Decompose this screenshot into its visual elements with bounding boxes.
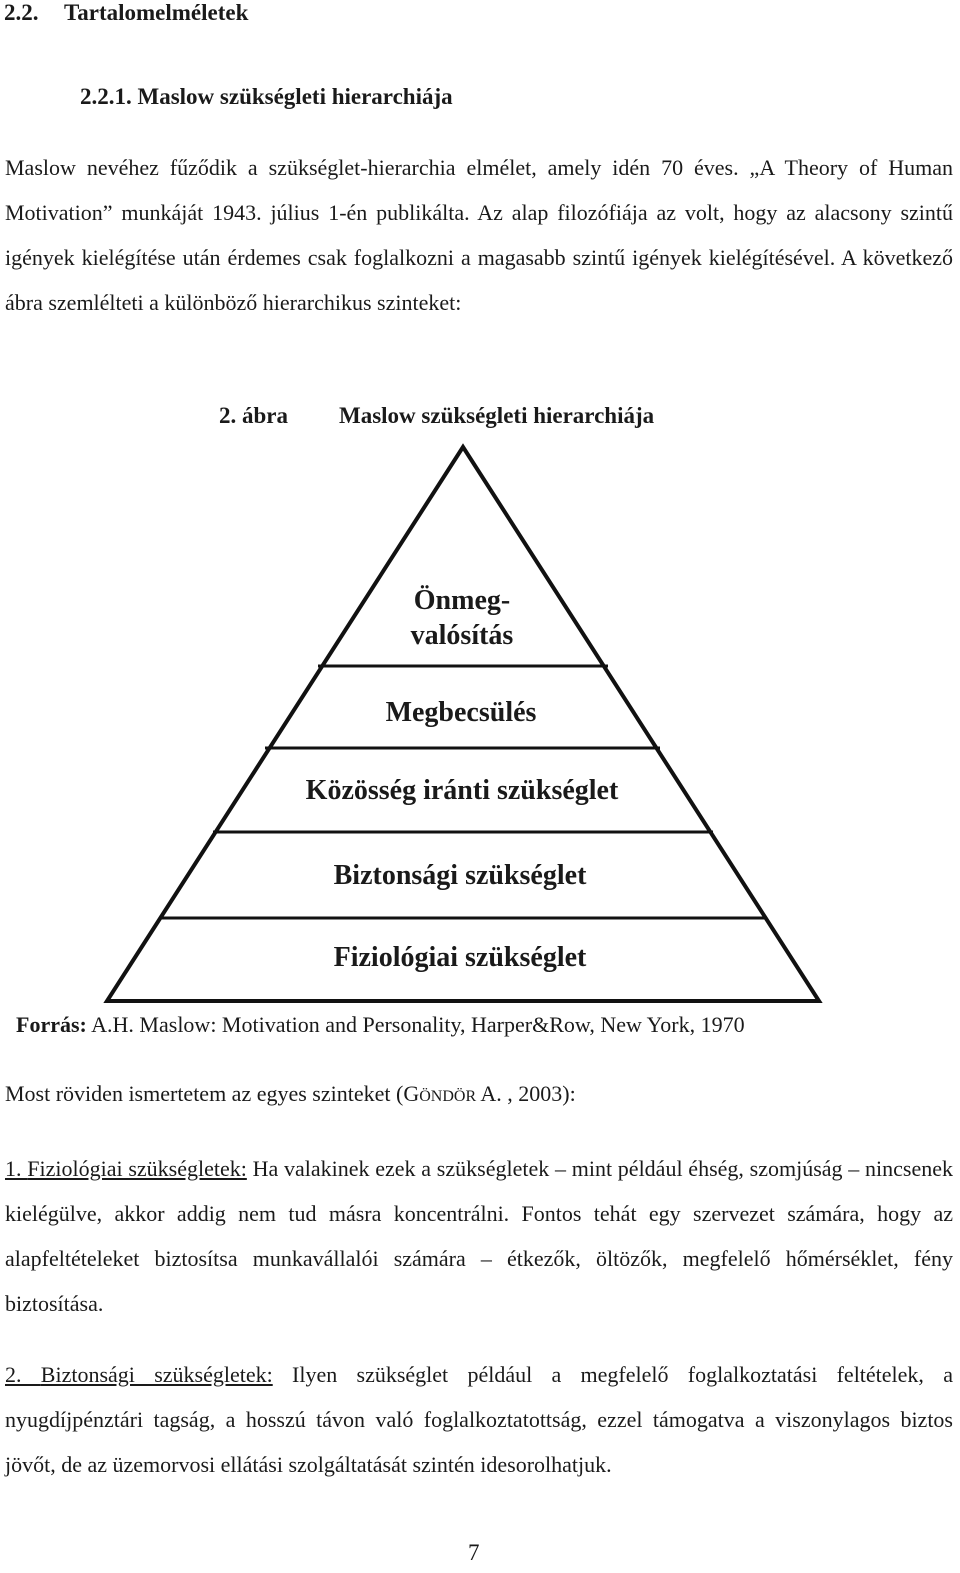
figure-source — [16, 1012, 745, 1038]
level-self-actualization-line2: valósítás — [410, 620, 514, 651]
subsection-title: Maslow szükségleti hierarchiája — [137, 84, 453, 109]
item-2-number: 2. — [5, 1362, 22, 1387]
section-title: Tartalomelméletek — [64, 0, 249, 25]
figure-title: Maslow szükségleti hierarchiája — [339, 403, 655, 428]
page-number: 7 — [468, 1540, 480, 1565]
figure-label: 2. ábra — [219, 403, 288, 428]
level-safety: Biztonsági szükséglet — [333, 860, 587, 891]
levels-intro — [5, 1081, 576, 1107]
intro-before: Most röviden ismertetem az egyes szinteket (G — [5, 1081, 420, 1106]
section-number: 2.2. — [4, 0, 39, 25]
intro-after: A. , 2003): — [476, 1081, 576, 1106]
level-esteem: Megbecsülés — [385, 697, 537, 728]
item-safety — [5, 1352, 953, 1487]
item-1-heading: Fiziológiai szükségletek: — [27, 1156, 247, 1181]
item-2-heading: Biztonsági szükségletek: — [40, 1362, 273, 1387]
source-text: A.H. Maslow: Motivation and Personality, Harper&Row, New York, 1970 — [91, 1012, 745, 1037]
subsection-number: 2.2.1. — [80, 84, 132, 109]
intro-paragraph: Maslow nevéhez fűződik a szükséglet-hierarchia elmélet, amely idén 70 éves. „A Theory of Human Motivation” munkáját 1943. július 1-én publikálta. Az alap filozófiája az volt, hogy az alacsony szintű igények kielégítése után érdemes csak foglalkozni a magasabb szintű igények kielégítésével. A következő ábra szemlélteti a különböző hierarchikus szinteket: — [5, 155, 953, 315]
level-belonging: Közösség iránti szükséglet — [305, 775, 619, 806]
item-1-number: 1. — [5, 1156, 22, 1181]
level-self-actualization-line1: Önmeg- — [413, 585, 511, 616]
item-1-text: Ha valakinek ezek a szükségletek – mint például éhség, szomjúság – nincsenek kielégülve, akkor addig nem tud másra koncentrálni. Fontos tehát egy szervezet számára, hogy az alapfeltételeket biztosítsa munkavállalói számára – étkezők, öltözők, megfelelő hőmérséklet, fény biztosítása. — [5, 1156, 953, 1316]
source-label: Forrás: — [16, 1012, 87, 1037]
item-physiological — [5, 1146, 953, 1326]
level-physiological: Fiziológiai szükséglet — [333, 942, 587, 973]
intro-author-smallcaps: ÖNDÖR — [419, 1088, 477, 1105]
item-2-text: Ilyen szükséglet például a megfelelő foglalkoztatási feltételek, a nyugdíjpénztári tagság, a hosszú távon való foglalkoztatottság, ezzel támogatva a viszonylagos biztos jövőt, de az üzemorvosi ellátási szolgáltatását szintén idesorolhatjuk. — [5, 1362, 953, 1477]
